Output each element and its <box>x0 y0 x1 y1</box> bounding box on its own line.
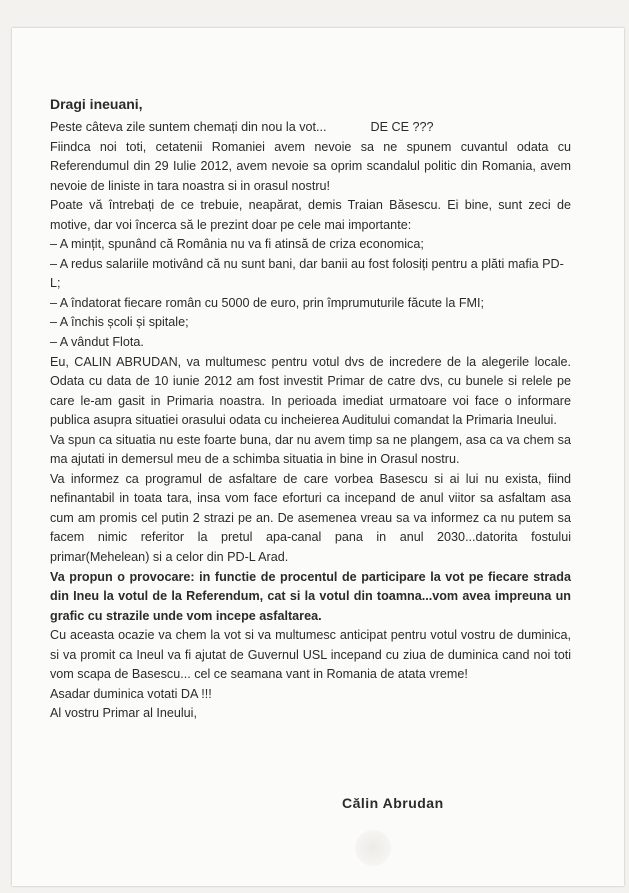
opening-line <box>50 118 571 138</box>
paragraph-1: Fiindca noi toti, cetatenii Romaniei avem nevoie sa ne spunem cuvantul odata cu Referendumul din 29 Iulie 2012, avem nevoie sa oprim scandalul politic din Romania, avem nevoie de liniste in tara noastra si in orasul nostru! <box>50 139 571 193</box>
closing-sign-off: Al vostru Primar al Ineului, <box>50 706 197 721</box>
closing-call: Asadar duminica votati DA !!! <box>50 686 212 701</box>
paragraph-challenge: Va propun o provocare: in functie de procentul de participare la vot pe fiecare strada din Ineu la votul de la Referendum, cat si la votul din toamna...vom avea impreuna un grafic cu strazile unde vom incepe asfaltarea. <box>50 569 571 623</box>
letter-body <box>50 118 571 724</box>
paper-smudge <box>355 830 391 866</box>
signature-name: Călin Abrudan <box>342 795 444 811</box>
letter-greeting: Dragi ineuani, <box>50 96 143 112</box>
paragraph-7: Cu aceasta ocazie va chem la vot si va multumesc anticipat pentru votul vostru de duminica, si va promit ca Ineul va fi ajutat de Guvernul USL incepand cu ziua de duminica cand noi toti vom scapa de Basescu... cel ce seamana vant in Romania de atata vreme! <box>50 628 571 682</box>
paragraph-5: Va informez ca programul de asfaltare de care vorbea Basescu si ai lui nu exista, fiind nefinantabil in toata tara, insa vom face eforturi ca incepand de anul viitor sa asfaltam asa cum am promis cel putin 2 strazi pe an. De asemenea vreau sa va informez ca nu putem sa facem nimic referitor la pretul apa-canal pana in anul 2030...datorita fostului primar(Mehelean) si a celor din PD-L Arad. <box>50 471 571 565</box>
opening-text: Peste câteva zile suntem chemați din nou la vot... <box>50 120 327 134</box>
paragraph-3: Eu, CALIN ABRUDAN, va multumesc pentru votul dvs de incredere de la alegerile locale. Odata cu data de 10 iunie 2012 am fost investit Primar de catre dvs, cu bunele si relele pe care le-am gasit in Primaria noastra. In perioada imediat urmatoare voi face o informare publica asupra situatiei orasului odata cu incheierea Auditului comandat la Primaria Ineului. <box>50 354 571 428</box>
reason-item: – A îndatorat fiecare român cu 5000 de euro, prin împrumuturile făcute la FMI; <box>50 295 485 310</box>
paragraph-2: Poate vă întrebați de ce trebuie, neapărat, demis Traian Băsescu. Ei bine, sunt zeci de motive, dar voi încerca să le prezint doar pe cele mai importante: <box>50 198 571 232</box>
paragraph-4: Va spun ca situatia nu este foarte buna, dar nu avem timp sa ne plangem, asa ca va chem sa ma ajutati in demersul meu de a schimba situatia in bine in Orasul nostru. <box>50 432 571 467</box>
reason-item: – A redus salariile motivând că nu sunt bani, dar banii au fost folosiți pentru a plăti mafia PD-L; <box>50 256 564 291</box>
reason-item: – A închis școli și spitale; <box>50 315 189 330</box>
opening-question: DE CE ??? <box>370 120 434 134</box>
reason-item: – A vândut Flota. <box>50 335 144 350</box>
reason-item: – A mințit, spunând că România nu va fi atinsă de criza economica; <box>50 237 424 252</box>
